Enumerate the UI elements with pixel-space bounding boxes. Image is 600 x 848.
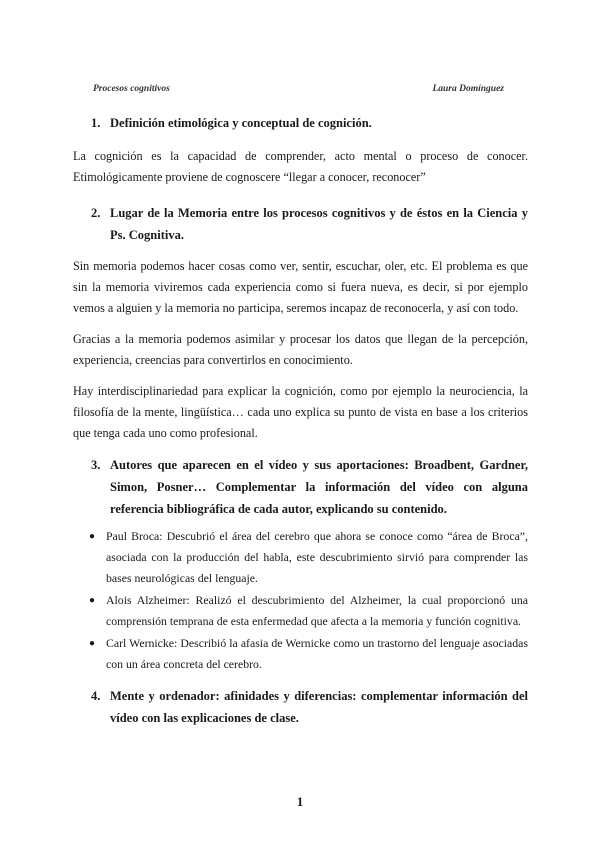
section-heading-1 [73,112,528,134]
section-heading-4 [73,685,528,729]
section-number: 4. [91,689,101,703]
paragraph-memory-role: Sin memoria podemos hacer cosas como ver, sentir, escuchar, oler, etc. El problema es que sin la memoria viviremos cada experiencia como si fuera nueva, es decir, si por ejemplo vemos a alguien y la memoria no participa, seremos incapaz de reconocerla, y así con todo. [73,259,528,315]
section-title: Lugar de la Memoria entre los procesos cognitivos y de éstos en la Ciencia y Ps. Cognitiva. [110,206,528,242]
section-heading-2 [73,202,528,246]
list-item [73,526,528,589]
list-item-text: Alois Alzheimer: Realizó el descubrimiento del Alzheimer, la cual proporcionó una comprensión temprana de esta enfermedad que afecta a la memoria y función cognitiva. [106,593,528,628]
paragraph-cognition-definition: La cognición es la capacidad de comprender, acto mental o proceso de conocer. Etimológicamente proviene de cognoscere “llegar a conocer, reconocer” [73,149,528,184]
section-title: Mente y ordenador: afinidades y diferencias: complementar información del vídeo con las explicaciones de clase. [110,689,528,725]
section-number: 1. [91,116,101,130]
bullet-icon: ● [89,595,96,606]
authors-bullet-list [73,526,528,675]
paragraph-interdisciplinarity: Hay interdisciplinariedad para explicar la cognición, como por ejemplo la neurociencia, la filosofía de la mente, lingüística… cada uno explica su punto de vista en base a los criterios que tenga cada uno como profesional. [73,384,528,440]
list-item [73,633,528,675]
list-item [73,590,528,632]
list-item-text: Paul Broca: Descubrió el área del cerebro que ahora se conoce como “área de Broca”, asociada con la producción del habla, este descubrimiento sirvió para comprender las bases neurológicas del lenguaje. [106,529,528,585]
section-heading-3 [73,454,528,520]
header-course-title: Procesos cognitivos [93,84,170,94]
section-title: Autores que aparecen en el vídeo y sus aportaciones: Broadbent, Gardner, Simon, Posner… Complementar la información del vídeo con alguna referencia bibliográfica de cada autor, explicando su contenido. [110,458,528,516]
bullet-icon: ● [89,638,96,649]
header-author-name: Laura Domínguez [432,84,504,94]
section-title: Definición etimológica y conceptual de cognición. [110,116,372,130]
section-number: 3. [91,458,101,472]
page-number: 1 [296,794,304,809]
document-body [73,112,528,729]
bullet-icon: ● [89,531,96,542]
list-item-text: Carl Wernicke: Describió la afasia de Wernicke como un trastorno del lenguaje asociadas con un área concreta del cerebro. [106,636,528,671]
section-number: 2. [91,206,101,220]
paragraph-memory-assimilation: Gracias a la memoria podemos asimilar y procesar los datos que llegan de la percepción, experiencia, creencias para convertirlos en conocimiento. [73,332,528,367]
